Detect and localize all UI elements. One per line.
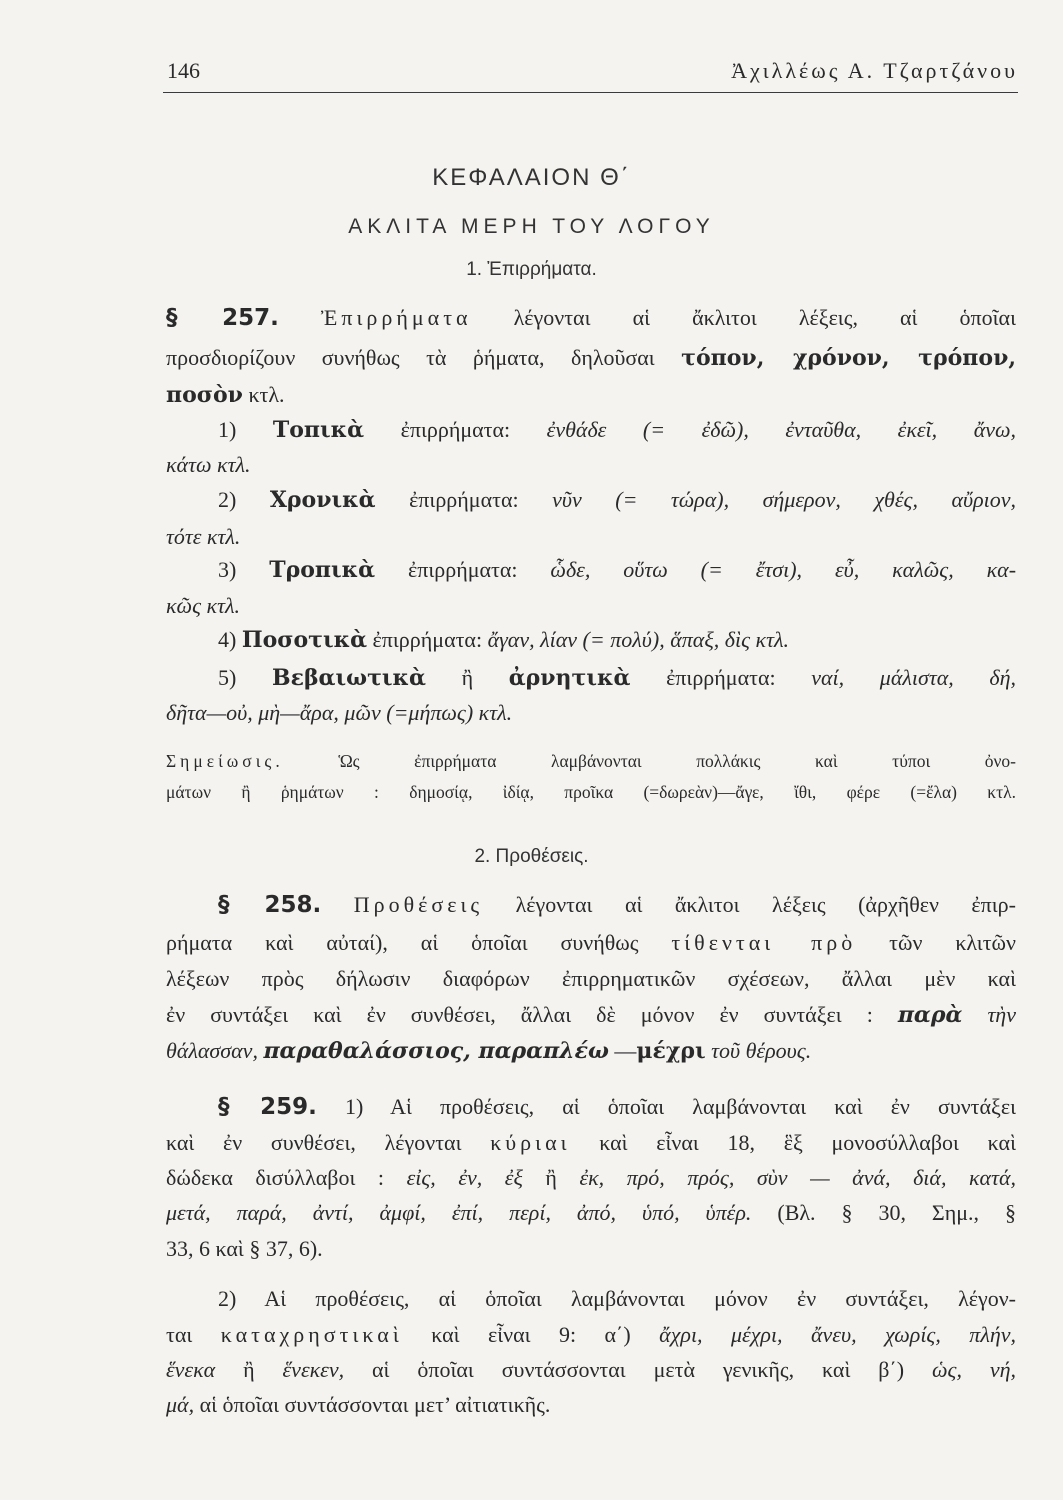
bold-text: παρὰ (897, 1002, 963, 1028)
p257-line-1 (166, 303, 1016, 333)
text: ρήματα καὶ αὐταί), αἱ ὁποῖαι συνήθως (166, 930, 639, 955)
bold-text: Ποσοτικὰ (241, 627, 368, 653)
p259-line-5: 33, 6 καὶ § 37, 6). (166, 1236, 323, 1261)
text: (Βλ. § 30, Σημ., § (777, 1200, 1017, 1225)
spaced-text: τίθενται πρὸ (671, 930, 857, 955)
examples: μετά, παρά, ἀντί, ἀμφί, ἐπί, περί, ἀπό, ὑπό, ὑπέρ. (166, 1200, 752, 1225)
examples: ἄχρι, μέχρι, ἄνευ, χωρίς, πλήν, (659, 1322, 1017, 1347)
item-number: 2) (218, 487, 237, 512)
text: αἱ ὁποῖαι συντάσσονται μετὰ γενικῆς, καὶ β΄) (372, 1357, 905, 1382)
chapter-title: ΚΕΦΑΛΑΙΟΝ Θ΄ (432, 164, 631, 191)
bold-text: Χρονικὰ (269, 487, 376, 513)
text: καὶ ἐν συνθέσει, λέγονται (166, 1130, 462, 1155)
text: ἐν συντάξει καὶ ἐν συνθέσει, ἄλλαι δὲ μόνον ἐν συντάξει : (166, 1002, 873, 1027)
page-header (163, 52, 1018, 93)
p259-2-line-1: 2) Αἱ προθέσεις, αἱ ὁποῖαι λαμβάνονται μόνον ἐν συντάξει, λέγον- (218, 1286, 1016, 1311)
p258-line-2 (166, 928, 1016, 958)
text: ἐπιρρήματα: (400, 417, 511, 442)
item-number: 5) (218, 665, 237, 690)
text: τὴν (987, 1002, 1016, 1027)
text: ἢ (243, 1357, 255, 1382)
p258-line-5 (166, 1036, 1016, 1066)
p258-line-1 (218, 890, 1016, 920)
examples: ὧδε, οὕτω (= ἔτσι), εὖ, καλῶς, κα- (550, 557, 1017, 582)
paragraph-number: § 259. (218, 1094, 317, 1120)
list-item-2 (218, 485, 1016, 515)
text: ἐπιρρήματα: (407, 557, 518, 582)
running-head: Ἀχιλλέως Α. Τζαρτζάνου (731, 58, 1018, 83)
examples: ἐνθάδε (= ἐδῶ), ἐνταῦθα, ἐκεῖ, ἄνω, (546, 417, 1017, 442)
bold-text: Τροπικὰ (269, 557, 376, 583)
item-number: 3) (218, 557, 237, 582)
chapter-subtitle: ΑΚΛΙΤΑ ΜΕΡΗ ΤΟΥ ΛΟΓΟΥ (348, 215, 715, 238)
text: λέγονται αἱ ἄκλιτοι λέξεις (ἀρχῆθεν ἐπιρ- (515, 892, 1016, 917)
item-number: 4) (218, 627, 237, 652)
examples: ὡς, νή, (932, 1357, 1017, 1382)
page-number: 146 (167, 58, 200, 83)
examples: νῦν (= τώρα), σήμερον, χθές, αὔριον, (552, 487, 1017, 512)
text: ἐπιρρήματα: (409, 487, 519, 512)
note-line-2: μάτων ἢ ῥημάτων : δημοσίᾳ, ἰδίᾳ, προῖκα (=δωρεὰν)—ἄγε, ἴθι, φέρε (=ἔλα) κτλ. (166, 782, 1016, 802)
text: τοῦ θέρους. (711, 1038, 812, 1063)
examples: ἄγαν, λίαν (= πολύ), ἅπαξ, δὶς κτλ. (487, 627, 789, 652)
p258-line-3: λέξεων πρὸς δήλωσιν διαφόρων ἐπιρρηματικῶν σχέσεων, ἄλλαι μὲν καὶ (166, 966, 1016, 991)
bold-text: παραθαλάσσιος, παραπλέω (263, 1038, 609, 1064)
p257-line-2 (166, 343, 1016, 373)
bold-text: ἀρνητικὰ (508, 665, 631, 691)
text: αἱ ὁποῖαι συντάσσονται μετ’ αἰτιατικῆς. (199, 1392, 551, 1417)
p259-line-2 (166, 1128, 1016, 1158)
text: Ὡς ἐπιρρήματα λαμβάνονται πολλάκις καὶ τύποι ὀνο- (338, 751, 1017, 771)
p259-line-4 (166, 1198, 1016, 1228)
text: θάλασσαν, (166, 1038, 258, 1063)
bold-text: μέχρι (636, 1038, 706, 1064)
item-number: 1) (218, 417, 237, 442)
text: ἐπιρρήματα: (666, 665, 776, 690)
p259-2-line-2 (166, 1320, 1016, 1350)
spaced-text: καταχρηστικαὶ (220, 1322, 403, 1347)
p258-line-4 (166, 1000, 1016, 1030)
text: ται (166, 1322, 193, 1347)
examples: ἕνεκεν, (282, 1357, 345, 1382)
examples: ἐκ, πρό, πρός, σὺν — ἀνά, διά, κατά, (579, 1165, 1017, 1190)
list-item-4 (218, 625, 1016, 655)
paragraph-number: § 257. (166, 305, 279, 331)
section-heading-prepositions: 2. Προθέσεις. (474, 846, 589, 867)
p259-line-1 (218, 1092, 1016, 1122)
text: δώδεκα δισύλλαβοι : (166, 1165, 385, 1190)
text: καὶ εἶναι 18, ἓξ μονοσύλλαβοι καὶ (599, 1130, 1016, 1155)
list-item-5 (218, 663, 1016, 693)
section-heading-adverbs: 1. Ἐπιρρήματα. (466, 259, 597, 280)
text: προσδιορίζουν συνήθως τὰ ῥήματα, δηλοῦσαι (166, 345, 655, 370)
list-item-5-cont: δῆτα—οὐ, μὴ—ἄρα, μῶν (=μήπως) κτλ. (166, 700, 513, 725)
text: καὶ εἶναι 9: α΄) (431, 1322, 631, 1347)
bold-text: ποσὸν (166, 382, 243, 408)
list-item-1-cont: κάτω κτλ. (166, 452, 251, 477)
text: τῶν κλιτῶν (889, 930, 1016, 955)
spaced-text: κύριαι (490, 1130, 571, 1155)
examples: ναί, μάλιστα, δή, (811, 665, 1017, 690)
bold-text: Τοπικὰ (272, 417, 365, 443)
examples: ἕνεκα (166, 1357, 216, 1382)
note-label: Σημείωσις. (166, 751, 284, 771)
p259-2-line-4 (166, 1390, 1016, 1420)
p257-line-3 (166, 380, 1016, 410)
text: κτλ. (248, 382, 285, 407)
defined-term: Προθέσεις (353, 892, 484, 917)
text: λέγονται αἱ ἄκλιτοι λέξεις, αἱ ὁποῖαι (513, 305, 1017, 330)
text: ἢ (461, 665, 474, 690)
bold-text: τόπον, χρόνον, τρόπον, (681, 345, 1016, 371)
text: ἢ (545, 1165, 557, 1190)
dash: — (614, 1038, 637, 1063)
examples: μά, (166, 1392, 195, 1417)
list-item-3 (218, 555, 1016, 585)
list-item-2-cont: τότε κτλ. (166, 524, 241, 549)
list-item-3-cont: κῶς κτλ. (166, 593, 240, 618)
defined-term: Ἐπιρρήματα (320, 305, 472, 330)
examples: εἰς, ἐν, ἐξ (406, 1165, 523, 1190)
p259-line-3 (166, 1163, 1016, 1193)
text: 1) Αἱ προθέσεις, αἱ ὁποῖαι λαμβάνονται καὶ ἐν συντάξει (344, 1094, 1016, 1119)
note-line-1 (166, 746, 1016, 776)
p259-2-line-3 (166, 1355, 1016, 1385)
paragraph-number: § 258. (218, 892, 322, 918)
list-item-1 (218, 415, 1016, 445)
text: ἐπιρρήματα: (372, 627, 483, 652)
bold-text: Βεβαιωτικὰ (271, 665, 426, 691)
